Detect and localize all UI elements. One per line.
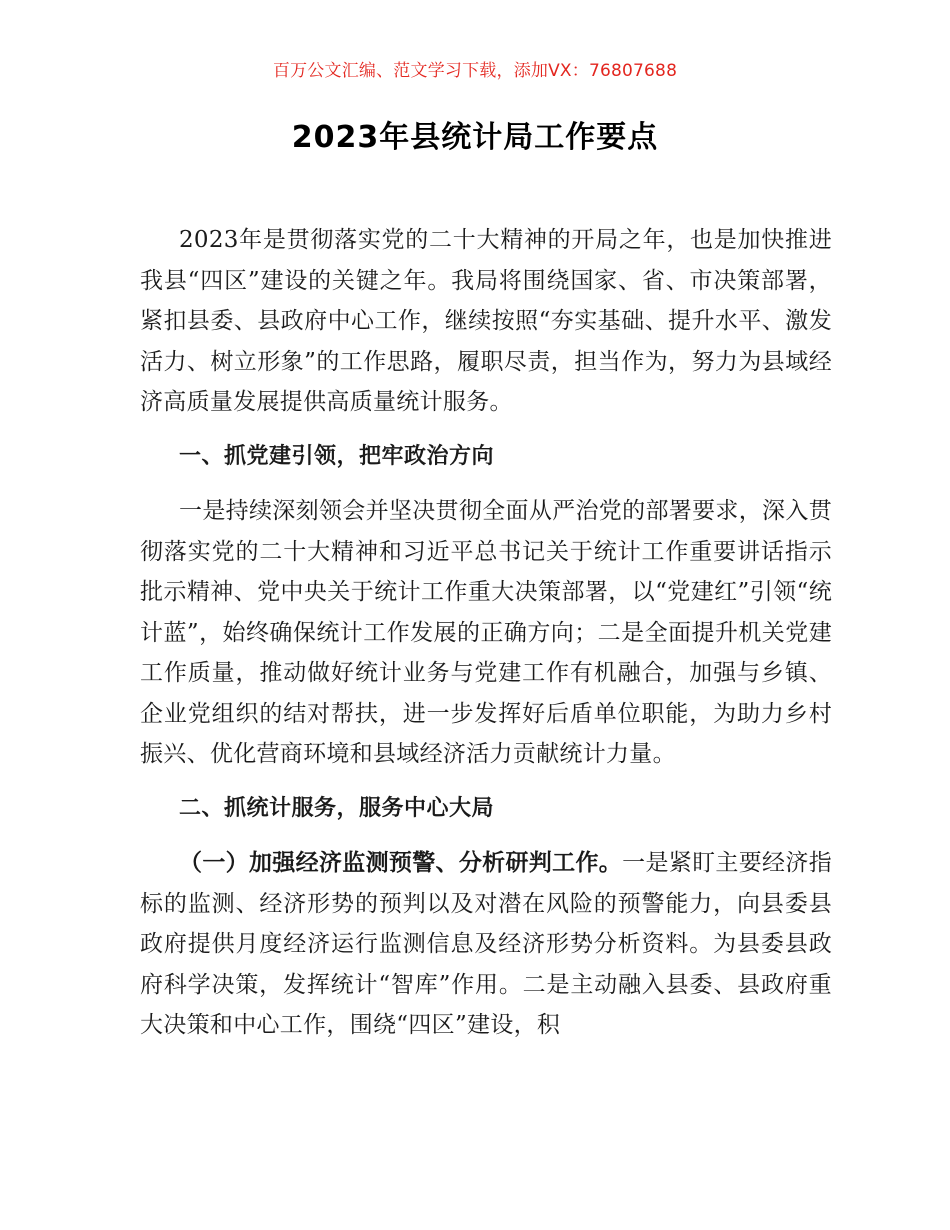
section-heading-2: 二、抓统计服务，服务中心大局 (179, 795, 495, 821)
section-2-paragraph (140, 843, 832, 1046)
document-body (140, 220, 832, 1060)
section-heading-1: 一、抓党建引领，把牢政治方向 (179, 443, 495, 469)
subsection-body: 一是紧盯主要经济指标的监测、经济形势的预判以及对潜在风险的预警能力，向县委县政府提供月度经济运行监测信息及经济形势分析资料。为县委县政府科学决策，发挥统计“智库”作用。二是主动融入县委、县政府重大决策和中心工作，围绕“四区”建设，积 (140, 850, 833, 1038)
subsection-lead: （一）加强经济监测预警、分析研判工作。 (179, 850, 623, 876)
document-title: 2023年县统计局工作要点 (291, 120, 659, 155)
watermark-banner: 百万公文汇编、范文学习下载，添加VX：76807688 (272, 61, 678, 81)
section-1-paragraph: 一是持续深刻领会并坚决贯彻全面从严治党的部署要求，深入贯彻落实党的二十大精神和习近平总书记关于统计工作重要讲话指示批示精神、党中央关于统计工作重大决策部署，以“党建红”引领“统计蓝”，始终确保统计工作发展的正确方向；二是全面提升机关党建工作质量，推动做好统计业务与党建工作有机融合，加强与乡镇、企业党组织的结对帮扶，进一步发挥好后盾单位职能，为助力乡村振兴、优化营商环境和县域经济活力贡献统计力量。 (140, 498, 832, 767)
intro-paragraph: 2023年是贯彻落实党的二十大精神的开局之年，也是加快推进我县“四区”建设的关键之年。我局将围绕国家、省、市决策部署，紧扣县委、县政府中心工作，继续按照“夯实基础、提升水平、激发活力、树立形象”的工作思路，履职尽责，担当作为，努力为县域经济高质量发展提供高质量统计服务。 (140, 227, 832, 415)
